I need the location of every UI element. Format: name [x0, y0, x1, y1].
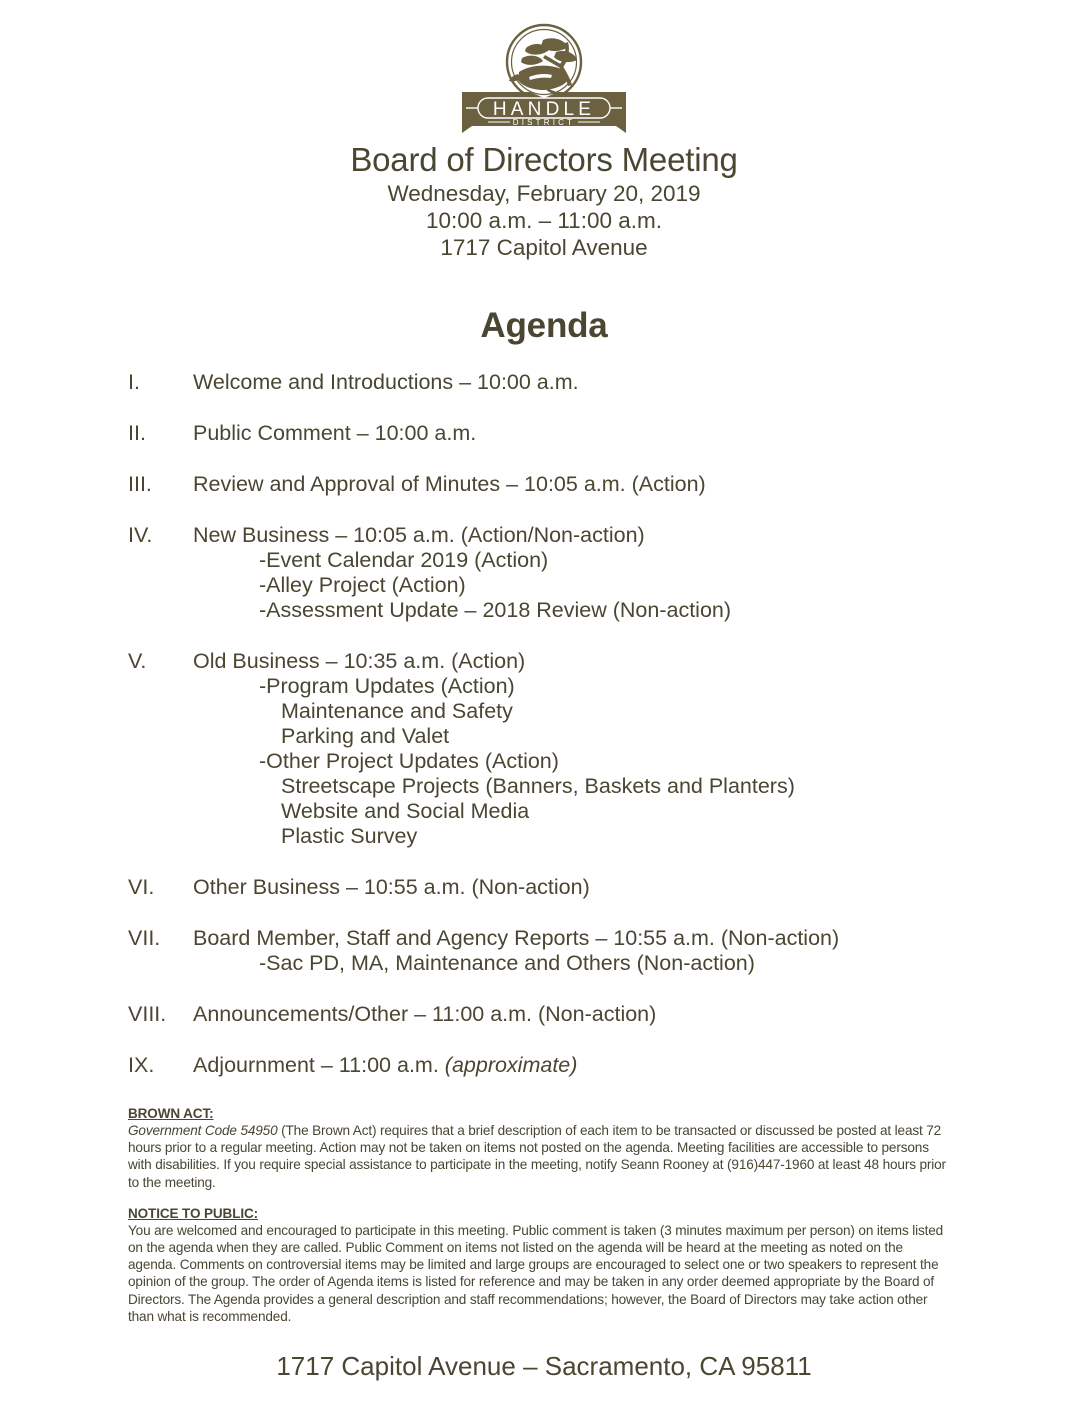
agenda-list	[0, 370, 1088, 1104]
footer-address: 1717 Capitol Avenue – Sacramento, CA 95811	[276, 1351, 812, 1381]
document-header	[0, 140, 1088, 261]
agenda-item	[0, 421, 1088, 446]
brown-act-note	[128, 1105, 948, 1191]
logo-brand-sub: DISTRICT	[512, 118, 576, 127]
agenda-item-numeral: VI.	[128, 875, 155, 899]
agenda-item-text: Other Business – 10:55 a.m. (Non-action)	[193, 875, 590, 899]
brown-act-heading: BROWN ACT:	[128, 1106, 214, 1121]
agenda-heading: Agenda	[480, 306, 608, 345]
brown-act-citation: Government Code 54950	[128, 1123, 278, 1138]
agenda-item-row	[0, 472, 1088, 497]
agenda-item	[0, 472, 1088, 497]
agenda-item	[0, 370, 1088, 395]
meeting-time: 10:00 a.m. – 11:00 a.m.	[426, 208, 662, 233]
agenda-item-numeral: VII.	[128, 926, 161, 950]
page-title: Board of Directors Meeting	[350, 141, 738, 178]
footnotes-section	[128, 1105, 948, 1339]
brown-act-text: (The Brown Act) requires that a brief description of each item to be transacted or discussed be posted at least 72 hours prior to a regular meeting. Action may not be taken on items not posted on the agenda. Meeting facilities are accessible to persons with disabilities. If you require special assistance to participate in the meeting, notify Seann Rooney at (916)447-1960 at least 48 hours prior to the meeting.	[128, 1123, 946, 1190]
agenda-subitem: -Sac PD, MA, Maintenance and Others (Non-action)	[259, 951, 755, 975]
agenda-item	[0, 926, 1088, 976]
agenda-item-text-plain: Adjournment – 11:00 a.m.	[193, 1053, 445, 1077]
agenda-item-numeral: IX.	[128, 1053, 155, 1077]
agenda-subitem: -Alley Project (Action)	[259, 573, 466, 597]
agenda-item-numeral: III.	[128, 472, 152, 496]
agenda-item	[0, 523, 1088, 623]
agenda-item	[0, 1002, 1088, 1027]
agenda-item-row	[0, 523, 1088, 548]
agenda-item-row	[0, 649, 1088, 674]
agenda-subitem: -Event Calendar 2019 (Action)	[259, 548, 549, 572]
agenda-item	[0, 649, 1088, 849]
agenda-item-text: Old Business – 10:35 a.m. (Action)	[193, 649, 526, 673]
logo-banner-ribbon	[462, 92, 626, 133]
agenda-item-row	[0, 1053, 1088, 1078]
agenda-subitem: -Assessment Update – 2018 Review (Non-action)	[259, 598, 732, 622]
agenda-item-row	[0, 370, 1088, 395]
agenda-item-numeral: I.	[128, 370, 140, 394]
agenda-item	[0, 1053, 1088, 1078]
agenda-item-row	[0, 1002, 1088, 1027]
agenda-subitem: Streetscape Projects (Banners, Baskets and Planters)	[281, 774, 795, 798]
agenda-subitem: Parking and Valet	[281, 724, 450, 748]
agenda-item	[0, 875, 1088, 900]
agenda-subitem: Website and Social Media	[281, 799, 530, 823]
agenda-item-text: Review and Approval of Minutes – 10:05 a.m. (Action)	[193, 472, 706, 496]
agenda-item-numeral: IV.	[128, 523, 153, 547]
logo-brand-name: HANDLE	[492, 99, 596, 120]
agenda-item-row	[0, 875, 1088, 900]
notice-heading: NOTICE TO PUBLIC:	[128, 1205, 259, 1221]
agenda-item-text: Public Comment – 10:00 a.m.	[193, 421, 477, 445]
agenda-subitem: Plastic Survey	[281, 824, 418, 848]
agenda-item-text-italic: (approximate)	[444, 1053, 578, 1077]
organization-logo	[0, 22, 1088, 140]
agenda-subitem: Maintenance and Safety	[281, 699, 513, 723]
agenda-subitem: -Program Updates (Action)	[259, 674, 515, 698]
agenda-item-text	[193, 1053, 1088, 1078]
agenda-item-text: Announcements/Other – 11:00 a.m. (Non-action)	[193, 1002, 657, 1026]
agenda-item-row	[0, 421, 1088, 446]
agenda-item-text: Board Member, Staff and Agency Reports – 10:55 a.m. (Non-action)	[193, 926, 840, 950]
notice-to-public-note	[128, 1205, 948, 1325]
handle-district-logo-svg	[444, 22, 644, 140]
agenda-item-text: Welcome and Introductions – 10:00 a.m.	[193, 370, 579, 394]
agenda-item-numeral: VIII.	[128, 1002, 167, 1026]
meeting-date: Wednesday, February 20, 2019	[387, 181, 701, 206]
agenda-subitem: -Other Project Updates (Action)	[259, 749, 559, 773]
agenda-item-row	[0, 926, 1088, 951]
meeting-location: 1717 Capitol Avenue	[440, 235, 648, 260]
notice-body: You are welcomed and encouraged to participate in this meeting. Public comment is taken (3 minutes maximum per person) on items listed on the agenda when they are called. Public Comment on items not listed on the agenda will be heard at the meeting as noted on the agenda. Comments on controversial items may be limited and large groups are encouraged to select one or two speakers to represent the opinion of the group. The order of Agenda items is listed for reference and may be taken in any order deemed appropriate by the Board of Directors. The Agenda provides a general description and staff recommendations; however, the Board of Directors may take action other than what is recommended.	[128, 1222, 944, 1324]
brown-act-body	[128, 1122, 948, 1191]
agenda-item-numeral: II.	[128, 421, 146, 445]
agenda-item-text: New Business – 10:05 a.m. (Action/Non-action)	[193, 523, 645, 547]
agenda-item-numeral: V.	[128, 649, 147, 673]
